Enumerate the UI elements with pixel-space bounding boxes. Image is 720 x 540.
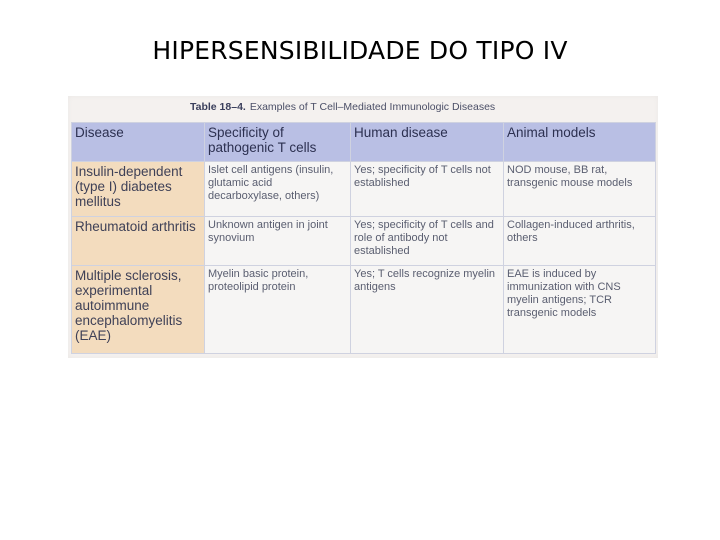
animal-models-cell: Collagen-induced arthritis, others [504, 217, 656, 266]
specificity-cell: Unknown antigen in joint synovium [205, 217, 351, 266]
table-row [72, 217, 656, 266]
table-caption [190, 101, 495, 113]
table-header-row [72, 123, 656, 162]
table-row [72, 162, 656, 217]
animal-models-cell: NOD mouse, BB rat, transgenic mouse models [504, 162, 656, 217]
human-disease-cell: Yes; specificity of T cells not established [351, 162, 504, 217]
specificity-cell: Myelin basic protein, proteolipid protein [205, 266, 351, 354]
specificity-cell: Islet cell antigens (insulin, glutamic acid decarboxylase, others) [205, 162, 351, 217]
disease-cell: Rheumatoid arthritis [72, 217, 205, 266]
header-human-disease: Human disease [351, 123, 504, 162]
table-figure [68, 96, 658, 358]
table-row [72, 266, 656, 354]
disease-cell: Multiple sclerosis, experimental autoimmune encephalomyelitis (EAE) [72, 266, 205, 354]
disease-table [71, 122, 656, 354]
header-disease: Disease [72, 123, 205, 162]
header-specificity: Specificity of pathogenic T cells [205, 123, 351, 162]
slide-title: HIPERSENSIBILIDADE DO TIPO IV [152, 36, 568, 65]
caption-text: Examples of T Cell–Mediated Immunologic Diseases [249, 101, 496, 113]
caption-label: Table 18–4. [190, 101, 246, 113]
animal-models-cell: EAE is induced by immunization with CNS myelin antigens; TCR transgenic models [504, 266, 656, 354]
human-disease-cell: Yes; T cells recognize myelin antigens [351, 266, 504, 354]
disease-cell: Insulin-dependent (type I) diabetes mellitus [72, 162, 205, 217]
human-disease-cell: Yes; specificity of T cells and role of antibody not established [351, 217, 504, 266]
header-animal-models: Animal models [504, 123, 656, 162]
